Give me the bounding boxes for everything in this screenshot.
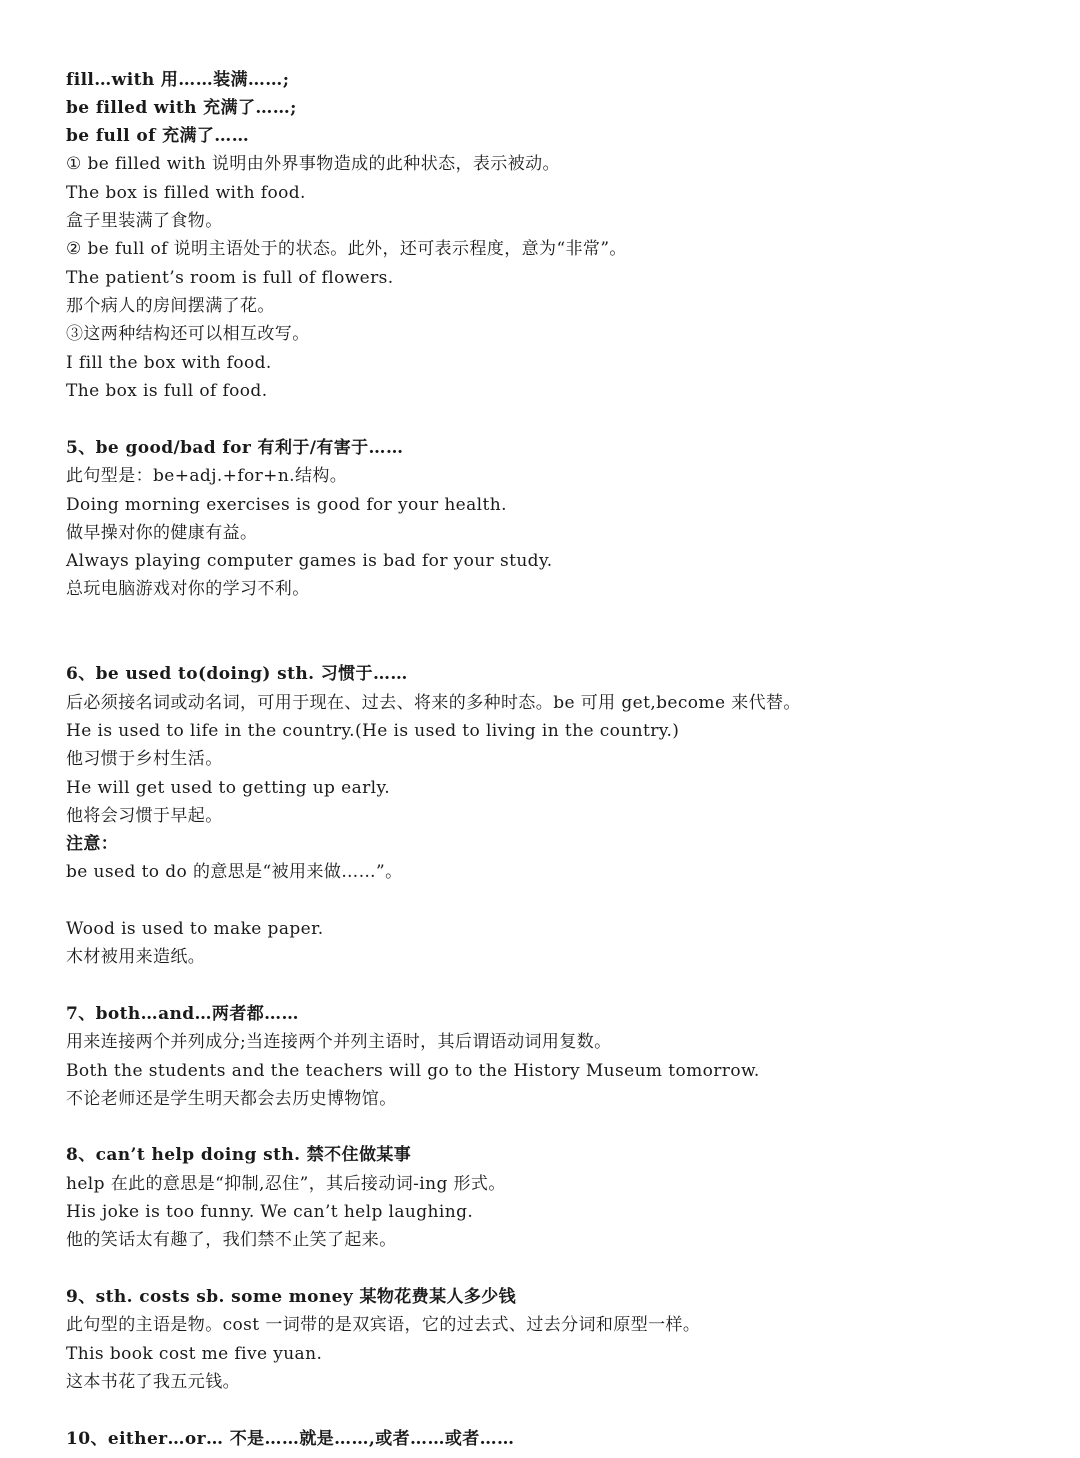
example-sentence: He is used to life in the country.(He is used to living in the country.) <box>66 721 680 741</box>
text-line: ① be filled with 说明由外界事物造成的此种状态，表示被动。 <box>66 154 560 174</box>
translation-line: 不论老师还是学生明天都会去历史博物馆。 <box>66 1089 397 1109</box>
text-line: 此句型的主语是物。cost 一词带的是双宾语，它的过去式、过去分词和原型一样。 <box>66 1315 701 1335</box>
heading-fill-with: fill…with 用……装满……; <box>66 70 290 90</box>
example-sentence: Wood is used to make paper. <box>66 919 324 939</box>
section-heading-6: 6、be used to(doing) sth. 习惯于…… <box>66 664 408 684</box>
section-heading-10: 10、either…or… 不是……就是……,或者……或者…… <box>66 1429 515 1449</box>
example-sentence: This book cost me five yuan. <box>66 1344 323 1364</box>
example-sentence: The box is filled with food. <box>66 183 306 203</box>
example-sentence: I fill the box with food. <box>66 353 272 373</box>
text-line: ② be full of 说明主语处于的状态。此外，还可表示程度，意为“非常”。 <box>66 239 627 259</box>
text-line: ③这两种结构还可以相互改写。 <box>66 324 310 344</box>
section-heading-8: 8、can’t help doing sth. 禁不住做某事 <box>66 1145 412 1165</box>
text-line: 用来连接两个并列成分;当连接两个并列主语时，其后谓语动词用复数。 <box>66 1032 612 1052</box>
example-sentence: He will get used to getting up early. <box>66 778 391 798</box>
text-line: be used to do 的意思是“被用来做……”。 <box>66 862 403 882</box>
translation-line: 他习惯于乡村生活。 <box>66 749 223 769</box>
example-sentence: The patient’s room is full of flowers. <box>66 268 394 288</box>
text-line: 后必须接名词或动名词，可用于现在、过去、将来的多种时态。be 可用 get,become 来代替。 <box>66 693 801 713</box>
note-label: 注意： <box>66 834 119 854</box>
translation-line: 他的笑话太有趣了，我们禁不止笑了起来。 <box>66 1230 397 1250</box>
section-heading-5: 5、be good/bad for 有利于/有害于…… <box>66 438 404 458</box>
example-sentence: His joke is too funny. We can’t help laughing. <box>66 1202 474 1222</box>
translation-line: 盒子里装满了食物。 <box>66 211 223 231</box>
text-line: 此句型是：be+adj.+for+n.结构。 <box>66 466 348 486</box>
translation-line: 总玩电脑游戏对你的学习不利。 <box>66 579 310 599</box>
example-sentence: Both the students and the teachers will go to the History Museum tomorrow. <box>66 1061 760 1081</box>
heading-be-full-of: be full of 充满了…… <box>66 126 250 146</box>
example-sentence: Doing morning exercises is good for your health. <box>66 495 507 515</box>
translation-line: 做早操对你的健康有益。 <box>66 523 258 543</box>
example-sentence: Always playing computer games is bad for your study. <box>66 551 553 571</box>
translation-line: 这本书花了我五元钱。 <box>66 1372 240 1392</box>
section-heading-9: 9、sth. costs sb. some money 某物花费某人多少钱 <box>66 1287 517 1307</box>
example-sentence: The box is full of food. <box>66 381 268 401</box>
heading-be-filled-with: be filled with 充满了……; <box>66 98 297 118</box>
section-heading-7: 7、both…and…两者都…… <box>66 1004 299 1024</box>
translation-line: 木材被用来造纸。 <box>66 947 206 967</box>
translation-line: 那个病人的房间摆满了花。 <box>66 296 275 316</box>
translation-line: 他将会习惯于早起。 <box>66 806 223 826</box>
text-line: help 在此的意思是“抑制,忍住”，其后接动词-ing 形式。 <box>66 1174 506 1194</box>
